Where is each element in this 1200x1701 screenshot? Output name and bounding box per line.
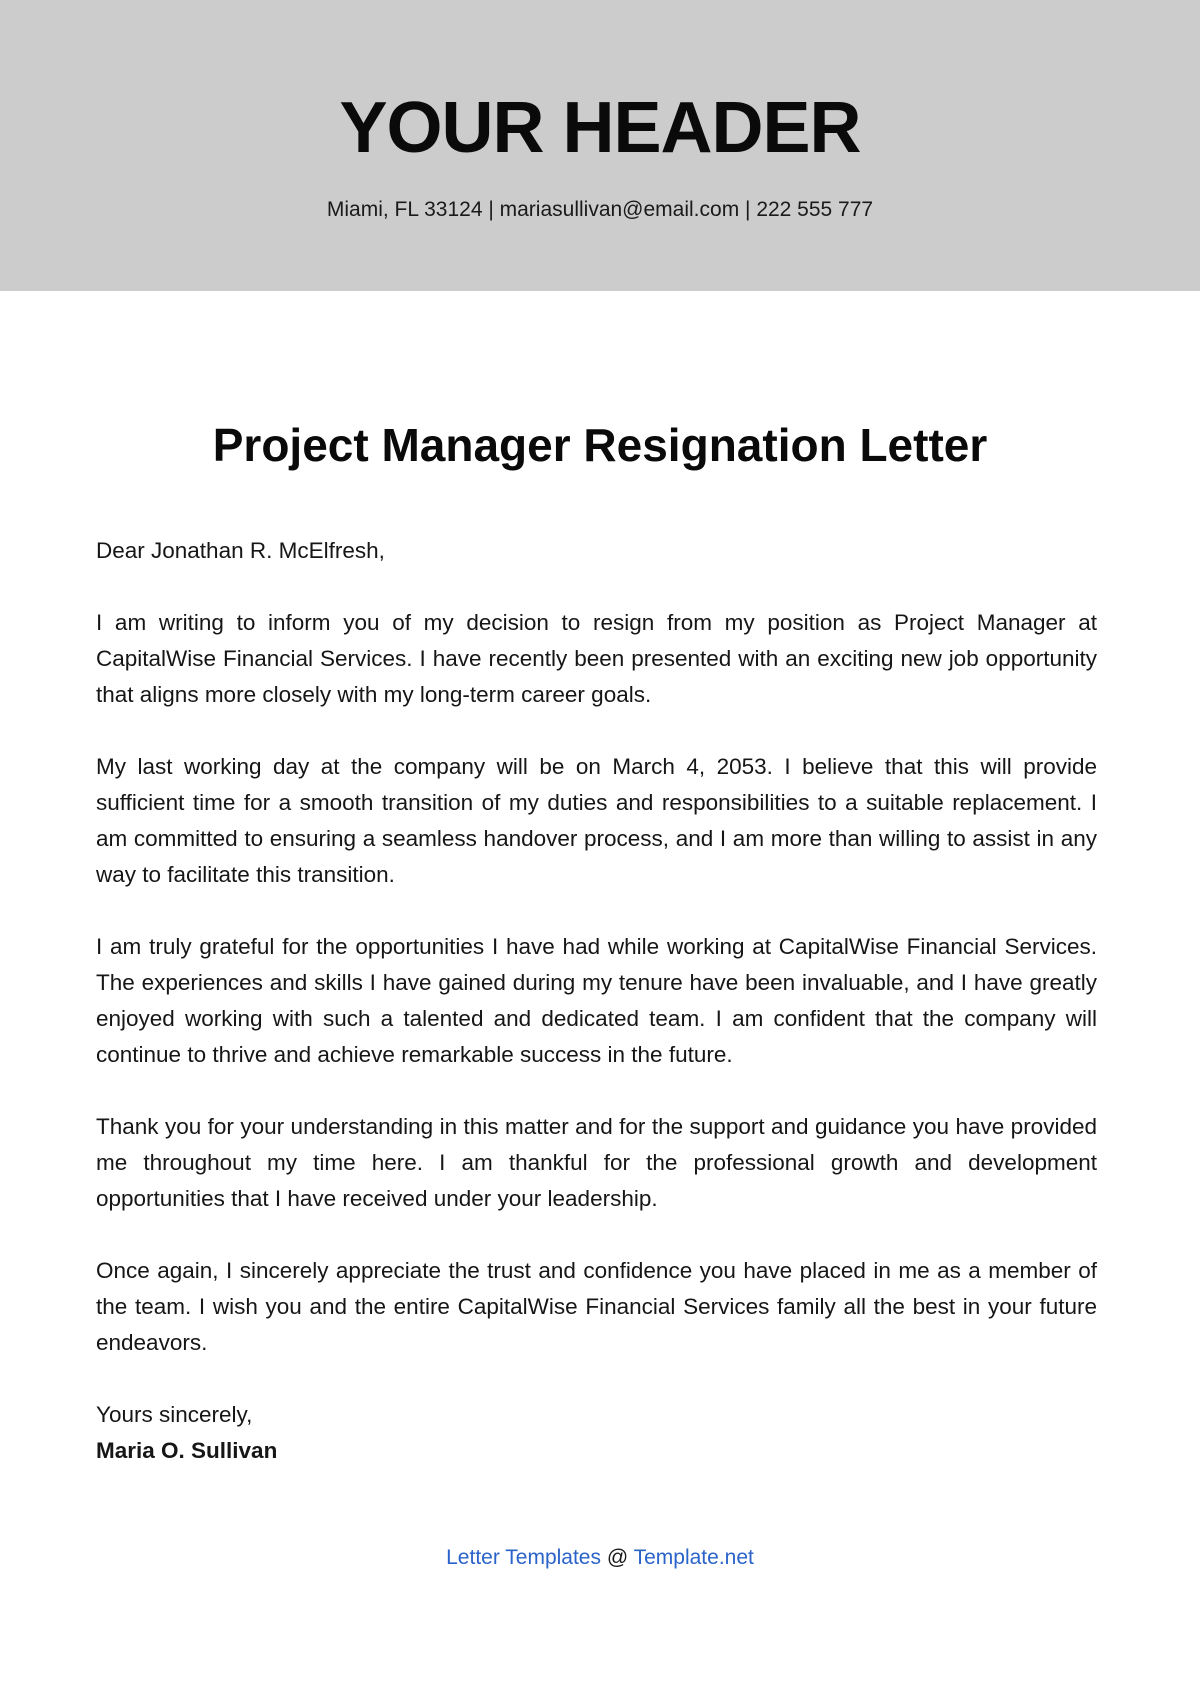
letter-paragraph: I am writing to inform you of my decision to resign from my position as Project Manager at CapitalWise Financial Services. I have recently been presented with an exciting new job opportunity that aligns more closely with my long-term career goals. <box>96 610 1097 707</box>
header-band <box>0 0 1200 291</box>
letter-templates-link[interactable]: Letter Templates <box>446 1546 601 1569</box>
footer-credit <box>0 1543 1200 1573</box>
letter-paragraph: I am truly grateful for the opportunities I have had while working at CapitalWise Financial Services. The experiences and skills I have gained during my tenure have been invaluable, and I have greatly enjoyed working with such a talented and dedicated team. I am confident that the company will continue to thrive and achieve remarkable success in the future. <box>96 934 1097 1067</box>
letter-paragraph: Once again, I sincerely appreciate the trust and confidence you have placed in me as a member of the team. I wish you and the entire CapitalWise Financial Services family all the best in your future endeavors. <box>96 1258 1097 1355</box>
letter-body <box>96 533 1097 1469</box>
letter-paragraph: My last working day at the company will be on March 4, 2053. I believe that this will provide sufficient time for a smooth transition of my duties and responsibilities to a suitable replacement. I am committed to ensuring a seamless handover process, and I am more than willing to assist in any way to facilitate this transition. <box>96 754 1097 887</box>
letter-closing: Yours sincerely, <box>96 1402 253 1427</box>
footer-separator: @ <box>601 1546 634 1569</box>
template-net-link[interactable]: Template.net <box>633 1546 754 1569</box>
header-title: YOUR HEADER <box>339 88 861 168</box>
letter-signature: Maria O. Sullivan <box>96 1438 278 1463</box>
letter-paragraph: Thank you for your understanding in this matter and for the support and guidance you have provided me throughout my time here. I am thankful for the professional growth and development opportunities that I have received under your leadership. <box>96 1114 1097 1211</box>
header-contact-info: Miami, FL 33124 | mariasullivan@email.com | 222 555 777 <box>326 198 874 221</box>
document-title: Project Manager Resignation Letter <box>212 419 988 471</box>
letter-greeting: Dear Jonathan R. McElfresh, <box>96 538 385 563</box>
